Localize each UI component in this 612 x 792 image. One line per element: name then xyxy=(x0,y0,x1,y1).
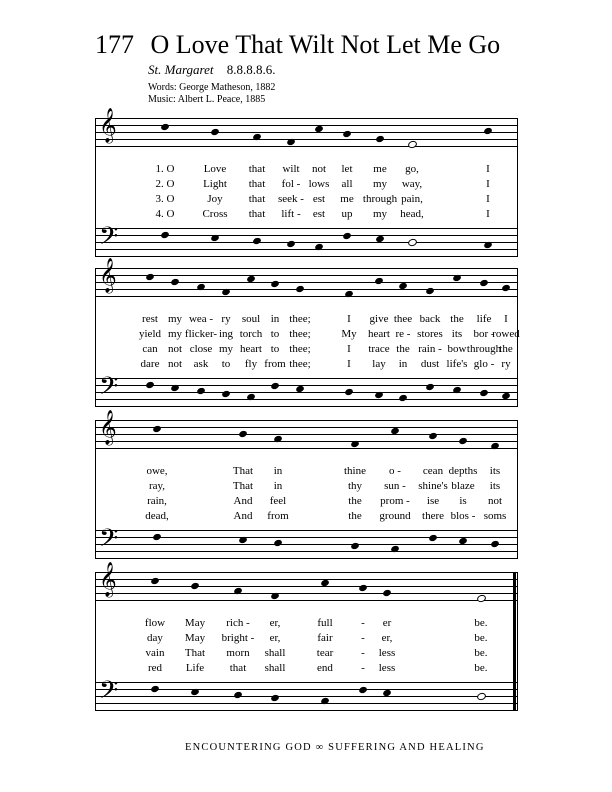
lyric-syllable: I xyxy=(486,163,490,175)
lyric-syllable: soul xyxy=(241,313,261,325)
music-credit: Music: Albert L. Peace, 1885 xyxy=(148,94,266,105)
staff-line xyxy=(95,228,518,229)
lyric-syllable: rowed xyxy=(492,328,520,340)
lyric-line xyxy=(95,328,518,342)
lyric-line xyxy=(95,358,518,372)
lyric-syllable: tear xyxy=(316,647,334,659)
lyric-syllable: I xyxy=(347,313,351,325)
lyric-line xyxy=(95,343,518,357)
lyric-syllable: thine xyxy=(344,465,366,477)
lyric-syllable: fair xyxy=(317,632,333,644)
staff-line xyxy=(95,118,518,119)
lyric-syllable: the xyxy=(348,510,362,522)
lyric-syllable: er, xyxy=(269,617,281,629)
lyric-syllable: day xyxy=(147,632,163,644)
note-head xyxy=(145,273,155,281)
lyric-syllable: rain, xyxy=(147,495,167,507)
treble-clef-icon: 𝄞 xyxy=(99,259,117,292)
lyric-syllable: the xyxy=(348,495,362,507)
lyric-syllable: 2. O xyxy=(155,178,175,190)
note-head xyxy=(238,430,248,438)
lyric-syllable: my xyxy=(218,343,234,355)
lyric-syllable: my xyxy=(372,208,388,220)
lyric-syllable: my xyxy=(167,328,183,340)
music-system xyxy=(95,411,518,560)
lyric-syllable: in xyxy=(270,313,280,325)
lyric-syllable: - xyxy=(361,617,365,629)
note-head xyxy=(479,389,489,397)
lyric-syllable: sun - xyxy=(384,480,406,492)
lyric-syllable: That xyxy=(232,465,254,477)
note-head xyxy=(425,383,435,391)
treble-clef-icon: 𝄞 xyxy=(99,563,117,596)
note-head xyxy=(145,381,155,389)
lyric-syllable: I xyxy=(486,178,490,190)
hymn-heading xyxy=(95,30,500,60)
lyric-syllable: prom - xyxy=(380,495,410,507)
staff-line xyxy=(95,530,518,531)
lyric-syllable: er, xyxy=(381,632,393,644)
lyric-syllable: rich - xyxy=(226,617,250,629)
note-head xyxy=(425,287,435,295)
lyric-syllable: less xyxy=(378,647,396,659)
bass-clef-icon: 𝄢 xyxy=(99,373,119,406)
lyric-syllable: the xyxy=(396,343,410,355)
lyric-syllable: thee; xyxy=(289,358,311,370)
note-head xyxy=(160,231,170,239)
lyric-syllable: Cross xyxy=(202,208,228,220)
lyric-syllable: fly xyxy=(244,358,258,370)
lyric-syllable: vain xyxy=(145,647,165,659)
lyric-syllable: bor - xyxy=(473,328,495,340)
bass-clef-icon: 𝄢 xyxy=(99,525,119,558)
lyric-syllable: through xyxy=(362,193,398,205)
staff-line xyxy=(95,132,518,133)
staff-line xyxy=(95,710,518,711)
lyric-syllable: blos - xyxy=(450,510,476,522)
page-footer: ENCOUNTERING GOD ∞ SUFFERING AND HEALING xyxy=(185,742,485,753)
lyric-line xyxy=(95,510,518,524)
meter: 8.8.8.8.6. xyxy=(226,62,276,77)
note-head xyxy=(458,437,468,445)
lyric-syllable: that xyxy=(248,193,266,205)
note-head xyxy=(152,425,162,433)
lyric-line xyxy=(95,193,518,207)
staff-line xyxy=(95,296,518,297)
lyric-syllable: me xyxy=(340,193,354,205)
lyric-syllable: er, xyxy=(269,632,281,644)
lyric-syllable: morn xyxy=(226,647,250,659)
bass-staff xyxy=(95,373,518,406)
lyric-syllable: ing xyxy=(218,328,234,340)
tune-line xyxy=(148,62,275,78)
lyric-syllable: be. xyxy=(474,662,488,674)
lyric-syllable: bow xyxy=(447,343,467,355)
staff-line xyxy=(95,544,518,545)
lyric-syllable: lift - xyxy=(281,208,301,220)
lyric-syllable: yield xyxy=(139,328,161,340)
lyric-line xyxy=(95,313,518,327)
note-head xyxy=(358,584,368,592)
lyric-syllable: go, xyxy=(405,163,419,175)
lyric-syllable: heart xyxy=(368,328,390,340)
lyric-syllable: give xyxy=(369,313,389,325)
staff-line xyxy=(95,558,518,559)
lyric-syllable: Joy xyxy=(207,193,223,205)
lyric-line xyxy=(95,495,518,509)
note-head xyxy=(221,288,231,296)
lyric-line xyxy=(95,178,518,192)
lyric-syllable: ry xyxy=(501,358,511,370)
lyric-syllable: be. xyxy=(474,617,488,629)
staff-line xyxy=(95,696,518,697)
lyric-syllable: thee; xyxy=(289,343,311,355)
note-head xyxy=(374,391,384,399)
lyric-syllable: from xyxy=(264,358,286,370)
lyric-syllable: er xyxy=(382,617,392,629)
note-head xyxy=(476,692,487,702)
note-head xyxy=(428,432,438,440)
lyric-syllable: dust xyxy=(420,358,440,370)
lyric-line xyxy=(95,662,518,676)
lyric-syllable: that xyxy=(229,662,247,674)
lyric-syllable: My xyxy=(341,328,357,340)
lyric-syllable: owe, xyxy=(146,465,168,477)
lyric-syllable: Life xyxy=(185,662,205,674)
lyric-syllable: to xyxy=(270,343,280,355)
lyric-syllable: I xyxy=(347,343,351,355)
lyric-syllable: lay xyxy=(372,358,386,370)
lyric-syllable: full xyxy=(317,617,333,629)
staff-line xyxy=(95,703,518,704)
bass-clef-icon: 𝄢 xyxy=(99,223,119,256)
bass-staff xyxy=(95,223,518,256)
lyric-syllable: torch xyxy=(239,328,263,340)
lyric-syllable: I xyxy=(486,193,490,205)
note-head xyxy=(238,536,248,544)
lyric-syllable: stores xyxy=(417,328,443,340)
note-head xyxy=(398,394,408,402)
treble-staff xyxy=(95,411,518,448)
lyric-syllable: ground xyxy=(379,510,411,522)
note-head xyxy=(483,241,493,249)
lyric-syllable: thee; xyxy=(289,328,311,340)
lyric-syllable: the xyxy=(499,343,513,355)
lyric-syllable: blaze xyxy=(451,480,475,492)
note-head xyxy=(428,534,438,542)
note-head xyxy=(344,388,354,396)
lyric-syllable: bright - xyxy=(221,632,255,644)
lyric-syllable: not xyxy=(167,358,183,370)
lyric-syllable: wilt xyxy=(282,163,300,175)
lyric-syllable: - xyxy=(361,662,365,674)
lyric-syllable: Love xyxy=(203,163,227,175)
lyric-syllable: 4. O xyxy=(155,208,175,220)
lyric-syllable: in xyxy=(398,358,408,370)
lyric-syllable: the xyxy=(450,313,464,325)
note-head xyxy=(342,232,352,240)
treble-staff xyxy=(95,259,518,296)
lyric-syllable: its xyxy=(451,328,463,340)
lyric-syllable: re - xyxy=(395,328,411,340)
note-head xyxy=(150,685,160,693)
staff-line xyxy=(95,139,518,140)
hymn-number: 177 xyxy=(95,30,134,59)
note-head xyxy=(270,592,280,600)
staff-line xyxy=(95,256,518,257)
note-head xyxy=(152,533,162,541)
lyric-syllable: And xyxy=(233,510,253,522)
lyric-syllable: its xyxy=(489,480,501,492)
note-head xyxy=(295,285,305,293)
lyric-syllable: not xyxy=(167,343,183,355)
treble-clef-icon: 𝄞 xyxy=(99,109,117,142)
note-head xyxy=(221,390,231,398)
lyric-syllable: heart xyxy=(240,343,262,355)
lyric-line xyxy=(95,163,518,177)
staff-line xyxy=(95,378,518,379)
note-head xyxy=(490,540,500,548)
staff-line xyxy=(95,289,518,290)
lyric-syllable: end xyxy=(317,662,333,674)
note-head xyxy=(479,279,489,287)
lyric-syllable: lows xyxy=(308,178,330,190)
lyric-syllable: not xyxy=(311,163,327,175)
lyric-syllable: feel xyxy=(269,495,287,507)
words-credit: Words: George Matheson, 1882 xyxy=(148,82,276,93)
note-head xyxy=(358,686,368,694)
bass-staff xyxy=(95,677,518,710)
lyric-syllable: be. xyxy=(474,647,488,659)
bass-staff xyxy=(95,525,518,558)
note-head xyxy=(407,238,418,248)
lyric-syllable: soms xyxy=(483,510,507,522)
lyric-syllable: its xyxy=(489,465,501,477)
lyric-syllable: shine's xyxy=(418,480,448,492)
staff-line xyxy=(95,282,518,283)
lyric-syllable: my xyxy=(167,313,183,325)
lyric-syllable: est xyxy=(312,208,326,220)
note-head xyxy=(350,542,360,550)
lyric-syllable: be. xyxy=(474,632,488,644)
bass-clef-icon: 𝄢 xyxy=(99,677,119,710)
lyric-syllable: shall xyxy=(264,647,286,659)
lyric-line xyxy=(95,617,518,631)
lyric-syllable: that xyxy=(248,178,266,190)
lyric-syllable: is xyxy=(459,495,467,507)
lyric-syllable: 1. O xyxy=(155,163,175,175)
lyric-line xyxy=(95,632,518,646)
note-head xyxy=(210,128,220,136)
lyric-syllable: cean xyxy=(422,465,444,477)
lyric-syllable: And xyxy=(233,495,253,507)
note-head xyxy=(476,594,487,604)
note-head xyxy=(273,539,283,547)
music-system xyxy=(95,259,520,408)
lyric-syllable: close xyxy=(189,343,213,355)
note-head xyxy=(286,240,296,248)
note-head xyxy=(382,589,392,597)
lyric-syllable: trace xyxy=(368,343,390,355)
tune-name: St. Margaret xyxy=(148,62,214,77)
staff-line xyxy=(95,593,518,594)
lyric-line xyxy=(95,480,518,494)
staff-line xyxy=(95,385,518,386)
staff-line xyxy=(95,551,518,552)
lyric-syllable: wea - xyxy=(188,313,214,325)
staff-line xyxy=(95,420,518,421)
note-head xyxy=(452,274,462,282)
staff-line xyxy=(95,682,518,683)
treble-clef-icon: 𝄞 xyxy=(99,411,117,444)
lyric-syllable: all xyxy=(341,178,353,190)
staff-line xyxy=(95,249,518,250)
music-system xyxy=(95,109,518,258)
lyric-syllable: est xyxy=(312,193,326,205)
lyric-syllable: seek - xyxy=(278,193,304,205)
note-head xyxy=(483,127,493,135)
note-head xyxy=(170,278,180,286)
lyric-syllable: red xyxy=(147,662,163,674)
lyric-syllable: shall xyxy=(264,662,286,674)
staff-line xyxy=(95,268,518,269)
lyric-syllable: ask xyxy=(193,358,209,370)
lyric-syllable: rest xyxy=(142,313,158,325)
note-head xyxy=(270,694,280,702)
lyric-syllable: May xyxy=(184,617,206,629)
note-head xyxy=(252,237,262,245)
staff-line xyxy=(95,125,518,126)
note-head xyxy=(374,277,384,285)
note-head xyxy=(196,387,206,395)
lyric-syllable: in xyxy=(273,465,283,477)
staff-line xyxy=(95,434,518,435)
note-head xyxy=(190,582,200,590)
music-system xyxy=(95,563,518,712)
lyric-syllable: depths xyxy=(448,465,478,477)
lyric-syllable: I xyxy=(486,208,490,220)
staff-line xyxy=(95,572,518,573)
lyric-syllable: dead, xyxy=(145,510,169,522)
treble-staff xyxy=(95,109,518,146)
hymn-title: O Love That Wilt Not Let Me Go xyxy=(150,30,501,59)
note-head xyxy=(375,135,385,143)
note-head xyxy=(350,440,360,448)
lyric-syllable: let xyxy=(341,163,353,175)
lyric-syllable: there xyxy=(422,510,444,522)
lyric-syllable: ray, xyxy=(148,480,166,492)
lyric-syllable: me xyxy=(373,163,387,175)
lyric-syllable: life xyxy=(476,313,492,325)
staff-line xyxy=(95,586,518,587)
lyric-syllable: way, xyxy=(401,178,423,190)
note-head xyxy=(270,280,280,288)
lyric-syllable: I xyxy=(347,358,351,370)
lyric-syllable: life's xyxy=(446,358,468,370)
staff-line xyxy=(95,242,518,243)
lyric-syllable: 3. O xyxy=(155,193,175,205)
lyric-syllable: - xyxy=(361,647,365,659)
lyric-syllable: less xyxy=(378,662,396,674)
lyric-syllable: o - xyxy=(389,465,401,477)
lyric-syllable: I xyxy=(504,313,508,325)
lyric-syllable: that xyxy=(248,163,266,175)
lyric-syllable: can xyxy=(142,343,158,355)
note-head xyxy=(190,688,200,696)
lyric-syllable: May xyxy=(184,632,206,644)
lyric-syllable: That xyxy=(232,480,254,492)
lyric-syllable: back xyxy=(419,313,441,325)
lyric-syllable: fol - xyxy=(281,178,301,190)
staff-line xyxy=(95,406,518,407)
lyric-syllable: head, xyxy=(400,208,424,220)
staff-line xyxy=(95,146,518,147)
lyric-syllable: thee xyxy=(393,313,413,325)
treble-staff xyxy=(95,563,518,600)
lyric-syllable: in xyxy=(273,480,283,492)
lyric-syllable: my xyxy=(372,178,388,190)
lyric-syllable: thee; xyxy=(289,313,311,325)
lyric-syllable: not xyxy=(487,495,503,507)
lyric-syllable: glo - xyxy=(473,358,495,370)
lyric-syllable: - xyxy=(361,632,365,644)
lyric-syllable: to xyxy=(270,328,280,340)
note-head xyxy=(501,284,511,292)
note-head xyxy=(210,234,220,242)
lyric-syllable: That xyxy=(184,647,206,659)
lyric-syllable: through xyxy=(466,343,502,355)
lyric-syllable: that xyxy=(248,208,266,220)
lyric-syllable: from xyxy=(267,510,289,522)
note-head xyxy=(233,691,243,699)
note-head xyxy=(407,140,418,150)
staff-line xyxy=(95,600,518,601)
staff-line xyxy=(95,448,518,449)
lyric-syllable: thy xyxy=(347,480,363,492)
note-head xyxy=(270,382,280,390)
lyric-syllable: Light xyxy=(203,178,227,190)
lyric-syllable: dare xyxy=(140,358,160,370)
lyric-syllable: rain - xyxy=(418,343,442,355)
lyric-syllable: flicker- xyxy=(184,328,218,340)
staff-line xyxy=(95,235,518,236)
lyric-syllable: ry xyxy=(221,313,231,325)
staff-line xyxy=(95,399,518,400)
lyric-syllable: up xyxy=(341,208,353,220)
lyric-line xyxy=(95,465,518,479)
note-head xyxy=(170,384,180,392)
lyric-line xyxy=(95,647,518,661)
note-head xyxy=(150,577,160,585)
lyric-syllable: to xyxy=(221,358,231,370)
lyric-syllable: ise xyxy=(426,495,440,507)
note-head xyxy=(342,130,352,138)
note-head xyxy=(160,123,170,131)
lyric-syllable: flow xyxy=(144,617,166,629)
lyric-syllable: pain, xyxy=(401,193,423,205)
staff-line xyxy=(95,441,518,442)
note-head xyxy=(286,138,296,146)
lyric-line xyxy=(95,208,518,222)
